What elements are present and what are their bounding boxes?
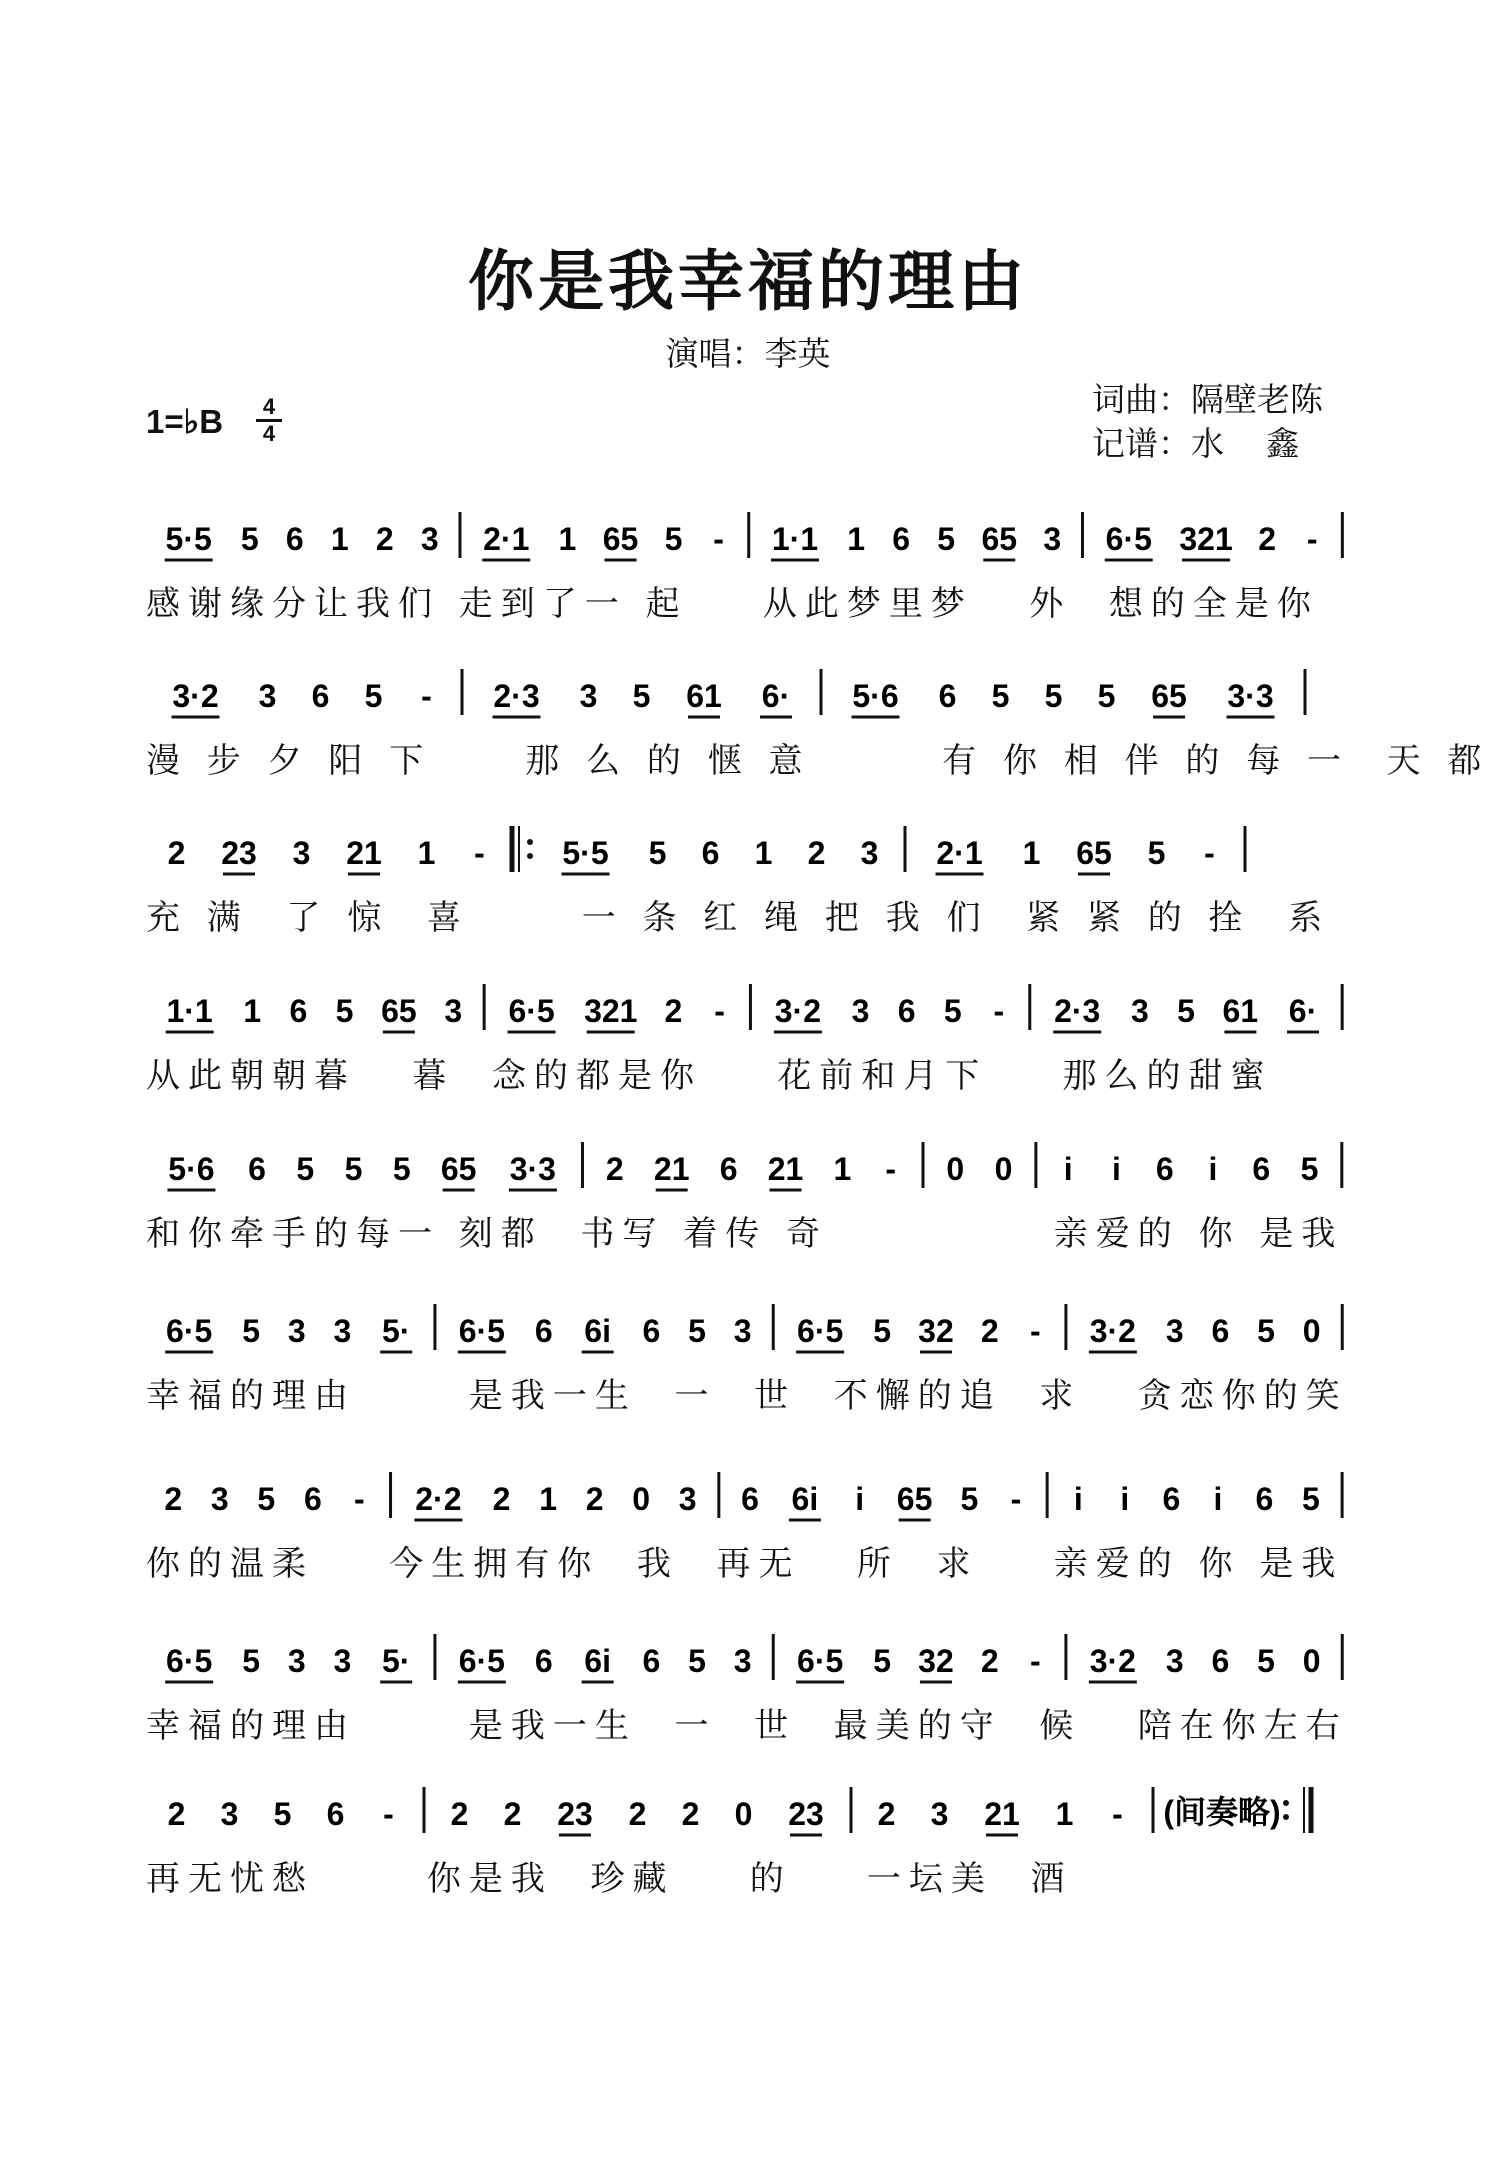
note-group: 3 xyxy=(1165,1643,1184,1679)
note-group: 65 xyxy=(440,1151,477,1187)
note-group: 3 xyxy=(292,835,311,871)
note-group: 5 xyxy=(937,521,956,557)
note-group: 1 xyxy=(1055,1796,1074,1832)
note-group: 65 xyxy=(381,993,417,1029)
note-group: 5 xyxy=(273,1796,292,1832)
score-system-5 xyxy=(0,1138,1496,1268)
note-group: 6·5 xyxy=(458,1313,505,1349)
notation-line-3 xyxy=(150,822,1350,884)
note-group: 5 xyxy=(632,678,651,714)
note-group: 1 xyxy=(847,521,866,557)
note-group: 3 xyxy=(678,1481,697,1517)
note-group: 32 xyxy=(918,1643,954,1679)
note-group: 5·5 xyxy=(562,835,609,871)
note-group: 5 xyxy=(1257,1643,1275,1679)
note-group: 2 xyxy=(664,993,683,1029)
lyric-line-7: 你的温柔 今生拥有你 我 再无 所 求 亲爱的 你 是我 xyxy=(146,1544,1344,1584)
note-group: 61 xyxy=(1222,993,1259,1029)
note-group: i xyxy=(1112,1151,1121,1187)
score-system-8 xyxy=(0,1630,1496,1760)
note-group: 321 xyxy=(584,993,638,1029)
note-group: 3·2 xyxy=(1089,1643,1136,1679)
notation-line-1 xyxy=(150,508,1350,570)
note-group: 21 xyxy=(984,1796,1020,1832)
note-group: 6 xyxy=(311,678,330,714)
note-group: 61 xyxy=(686,678,722,714)
note-group: 6 xyxy=(534,1643,553,1679)
note-group: 5 xyxy=(1097,678,1116,714)
lyric-line-6: 幸福的理由 是我一生 一 世 不懈的追 求 贪恋你的笑 xyxy=(146,1376,1348,1416)
note-group: 5 xyxy=(392,1151,411,1187)
note-group: 3 xyxy=(1130,993,1149,1029)
time-signature-bottom: 4 xyxy=(262,421,276,446)
note-group: 65 xyxy=(1151,678,1187,714)
note-group: 2 xyxy=(167,1796,186,1832)
note-group: 5 xyxy=(296,1151,315,1187)
note-group: 5 xyxy=(688,1643,706,1679)
note-group: i xyxy=(1120,1481,1130,1517)
note-group: 6· xyxy=(1288,993,1318,1029)
notation-glyphs xyxy=(150,1468,1350,1530)
note-group: 5·5 xyxy=(165,521,212,557)
note-group: i xyxy=(1213,1481,1223,1517)
score-system-2 xyxy=(0,665,1496,795)
note-group: 3 xyxy=(444,993,463,1029)
note-group: 5 xyxy=(364,678,383,714)
note-group: 5 xyxy=(943,993,962,1029)
lyric-line-4: 从此朝朝暮 暮 念的都是你 花前和月下 那么的甜蜜 xyxy=(146,1056,1273,1096)
note-group: 5 xyxy=(335,993,354,1029)
notation-line-2 xyxy=(150,665,1350,727)
note-group: 6 xyxy=(534,1313,553,1349)
note-group: 6 xyxy=(289,993,308,1029)
note-group: 5 xyxy=(240,521,259,557)
score-system-1 xyxy=(0,508,1496,638)
note-group: 2 xyxy=(681,1796,700,1832)
note-group: 2 xyxy=(980,1643,999,1679)
note-group: 6·5 xyxy=(166,1643,213,1679)
note-group: 3 xyxy=(220,1796,239,1832)
note-group: 5· xyxy=(381,1643,411,1679)
note-group: 3 xyxy=(579,678,598,714)
note-group: 3 xyxy=(287,1313,306,1349)
note-group: 1 xyxy=(754,835,773,871)
note-group: 3 xyxy=(851,993,870,1029)
barline xyxy=(512,826,533,872)
note-group: 6 xyxy=(285,521,304,557)
note-group: - xyxy=(885,1151,896,1187)
note-group: 5 xyxy=(1177,993,1195,1029)
note-group: 3 xyxy=(333,1313,352,1349)
note-group: 5·6 xyxy=(168,1151,215,1187)
score-system-6 xyxy=(0,1300,1496,1430)
note-group: 321 xyxy=(1179,521,1233,557)
note-group: - xyxy=(1030,1313,1041,1349)
song-title: 你是我幸福的理由 xyxy=(468,242,1028,320)
note-group: 21 xyxy=(346,835,382,871)
note-group: 6·5 xyxy=(508,993,555,1029)
note-group: 23 xyxy=(221,835,257,871)
note-group: 5 xyxy=(648,835,667,871)
note-group: 6 xyxy=(1155,1151,1174,1187)
time-signature xyxy=(256,396,282,445)
note-group: 6 xyxy=(741,1481,759,1517)
note-group: 5 xyxy=(257,1481,276,1517)
note-group: 3 xyxy=(860,835,879,871)
note-group: 65 xyxy=(602,521,639,557)
note-group: 6·5 xyxy=(797,1313,844,1349)
note-group: i xyxy=(1073,1481,1083,1517)
note-group: 5 xyxy=(1044,678,1063,714)
note-group: 1 xyxy=(558,521,577,557)
note-group: - xyxy=(1010,1481,1022,1517)
note-group: 6i xyxy=(584,1313,611,1349)
note-group: 1 xyxy=(417,835,436,871)
note-group: 65 xyxy=(1076,835,1112,871)
lyric-line-2: 漫 步 夕 阳 下 那 么 的 惬 意 有 你 相 伴 的 每 一 天 都 xyxy=(146,741,1490,781)
note-group: 2 xyxy=(503,1796,522,1832)
note-group: 2 xyxy=(167,835,186,871)
note-group: 2 xyxy=(1258,521,1277,557)
note-group: 1 xyxy=(243,993,262,1029)
note-group: 5 xyxy=(242,1313,261,1349)
note-group: 2 xyxy=(375,521,394,557)
note-group: 3 xyxy=(210,1481,229,1517)
lyric-line-9: 再无忧愁 你是我 珍藏 的 一坛美 酒 xyxy=(146,1859,1073,1899)
note-group: 2 xyxy=(980,1313,999,1349)
note-group: 5 xyxy=(664,521,683,557)
note-group: 0 xyxy=(994,1151,1013,1187)
note-group: 6 xyxy=(1255,1481,1274,1517)
note-group: 6· xyxy=(761,678,791,714)
time-signature-top: 4 xyxy=(262,394,276,419)
note-group: 3 xyxy=(333,1643,352,1679)
note-group: 5 xyxy=(960,1481,979,1517)
notation-glyphs xyxy=(150,508,1350,570)
note-group: - xyxy=(1306,521,1318,557)
lyric-line-5: 和你牵手的每一 刻都 书写 着传 奇 亲爱的 你 是我 xyxy=(146,1214,1344,1254)
note-group: - xyxy=(354,1481,365,1517)
note-group: 6 xyxy=(1252,1151,1271,1187)
note-group: 3 xyxy=(420,521,439,557)
notation-line-4 xyxy=(150,980,1350,1042)
note-group: 6 xyxy=(938,678,957,714)
note-group: - xyxy=(993,993,1005,1029)
notation-line-6 xyxy=(150,1300,1350,1362)
note-group: - xyxy=(713,521,724,557)
note-group: 6·5 xyxy=(797,1643,844,1679)
note-group: - xyxy=(383,1796,394,1832)
note-group: 2·2 xyxy=(415,1481,462,1517)
note-group: 5 xyxy=(991,678,1010,714)
note-group: 0 xyxy=(1302,1313,1321,1349)
note-group: 3·2 xyxy=(774,993,821,1029)
note-group: 2·3 xyxy=(493,678,540,714)
note-group: 5 xyxy=(1147,835,1166,871)
note-group: 6i xyxy=(584,1643,611,1679)
note-group: 2·1 xyxy=(936,835,983,871)
note-group: 2 xyxy=(807,835,826,871)
note-group: 65 xyxy=(981,521,1018,557)
note-group: 5 xyxy=(242,1643,261,1679)
note-group: 6 xyxy=(642,1313,661,1349)
note-group: i xyxy=(1208,1151,1218,1187)
note-group: 5 xyxy=(1302,1481,1320,1517)
notation-glyphs xyxy=(150,1300,1350,1362)
notation-glyphs xyxy=(150,1630,1350,1692)
notation-glyphs xyxy=(150,980,1350,1042)
note-group: 5 xyxy=(873,1313,892,1349)
note-group: 6 xyxy=(892,521,911,557)
note-group: 32 xyxy=(918,1313,954,1349)
note-group: 2 xyxy=(628,1796,647,1832)
note-group: 0 xyxy=(632,1481,651,1517)
notation-line-9 xyxy=(150,1783,1350,1845)
lyrics-music-credit: 词曲：隔壁老陈 xyxy=(1092,380,1323,419)
barline xyxy=(1283,1787,1311,1833)
note-group: 6 xyxy=(897,993,916,1029)
note-group: 5 xyxy=(1300,1151,1319,1187)
singer-credit: 演唱：李英 xyxy=(665,334,831,373)
note-group: 3 xyxy=(733,1643,752,1679)
score-system-4 xyxy=(0,980,1496,1110)
note-group: 3 xyxy=(930,1796,949,1832)
note-group: 3 xyxy=(1043,521,1062,557)
note-group: 1 xyxy=(330,521,349,557)
note-group: - xyxy=(1030,1643,1041,1679)
notation-line-7 xyxy=(150,1468,1350,1530)
note-group: 5 xyxy=(344,1151,363,1187)
lyric-line-8: 幸福的理由 是我一生 一 世 最美的守 候 陪在你左右 xyxy=(146,1706,1348,1746)
note-group: 2 xyxy=(164,1481,183,1517)
note-group: 6 xyxy=(1211,1313,1230,1349)
note-group: - xyxy=(1112,1796,1123,1832)
notation-line-8 xyxy=(150,1630,1350,1692)
note-group: - xyxy=(474,835,485,871)
note-group: 3·3 xyxy=(1227,678,1274,714)
lyric-line-3: 充 满 了 惊 喜 一 条 红 绳 把 我 们 紧 紧 的 拴 系 xyxy=(146,898,1331,938)
note-group: 5·6 xyxy=(852,678,899,714)
note-group: 2 xyxy=(605,1151,624,1187)
note-group: 1 xyxy=(1022,835,1041,871)
interlude-note: (间奏略) xyxy=(1163,1794,1281,1830)
score-system-3 xyxy=(0,822,1496,952)
notation-glyphs xyxy=(150,822,1350,884)
lyric-line-1: 感谢缘分让我们 走到了一 起 从此梦里梦 外 想的全是你 xyxy=(146,584,1319,624)
notation-glyphs xyxy=(150,665,1350,727)
score-system-9 xyxy=(0,1783,1496,1913)
note-group: 2 xyxy=(492,1481,511,1517)
note-group: 23 xyxy=(788,1796,824,1832)
score-system-7 xyxy=(0,1468,1496,1598)
note-group: 3·2 xyxy=(1089,1313,1136,1349)
note-group: 2 xyxy=(877,1796,896,1832)
key-signature: 1=♭B xyxy=(146,403,224,440)
note-group: 23 xyxy=(557,1796,593,1832)
notation-line-5 xyxy=(150,1138,1350,1200)
note-group: 6·5 xyxy=(458,1643,505,1679)
note-group: 0 xyxy=(946,1151,965,1187)
note-group: 6 xyxy=(1211,1643,1230,1679)
note-group: 6i xyxy=(791,1481,819,1517)
note-group: - xyxy=(714,993,725,1029)
note-group: i xyxy=(855,1481,865,1517)
note-group: 21 xyxy=(767,1151,804,1187)
note-group: 6 xyxy=(248,1151,266,1187)
note-group: 6 xyxy=(701,835,720,871)
note-group: 6 xyxy=(642,1643,661,1679)
note-group: 3 xyxy=(287,1643,306,1679)
note-group: - xyxy=(1204,835,1215,871)
note-group: 6 xyxy=(719,1151,738,1187)
note-group: 6 xyxy=(1162,1481,1181,1517)
note-group: 6 xyxy=(326,1796,345,1832)
note-group: 5· xyxy=(381,1313,411,1349)
note-group: 0 xyxy=(734,1796,753,1832)
note-group: i xyxy=(1063,1151,1073,1187)
note-group: 1 xyxy=(539,1481,557,1517)
note-group: 65 xyxy=(896,1481,933,1517)
note-group: 6·5 xyxy=(1105,521,1152,557)
note-group: 2·1 xyxy=(483,521,530,557)
note-group: 3·2 xyxy=(172,678,219,714)
note-group: 3 xyxy=(733,1313,752,1349)
note-group: 5 xyxy=(1257,1313,1275,1349)
note-group: 1·1 xyxy=(166,993,213,1029)
note-group: 3 xyxy=(258,678,277,714)
notation-glyphs xyxy=(150,1783,1350,1845)
note-group: 2·3 xyxy=(1054,993,1101,1029)
note-group: 0 xyxy=(1302,1643,1321,1679)
note-group: 3·3 xyxy=(509,1151,556,1187)
note-group: 1 xyxy=(833,1151,852,1187)
note-group: 6 xyxy=(303,1481,322,1517)
transcriber-credit: 记谱：水 鑫 xyxy=(1092,424,1299,463)
note-group: - xyxy=(421,678,432,714)
note-group: 6·5 xyxy=(166,1313,213,1349)
note-group: 5 xyxy=(688,1313,706,1349)
note-group: 3 xyxy=(1165,1313,1184,1349)
note-group: 2 xyxy=(585,1481,604,1517)
note-group: 5 xyxy=(873,1643,892,1679)
notation-glyphs xyxy=(150,1138,1350,1200)
note-group: 1·1 xyxy=(771,521,819,557)
note-group: 21 xyxy=(653,1151,690,1187)
note-group: 2 xyxy=(450,1796,469,1832)
